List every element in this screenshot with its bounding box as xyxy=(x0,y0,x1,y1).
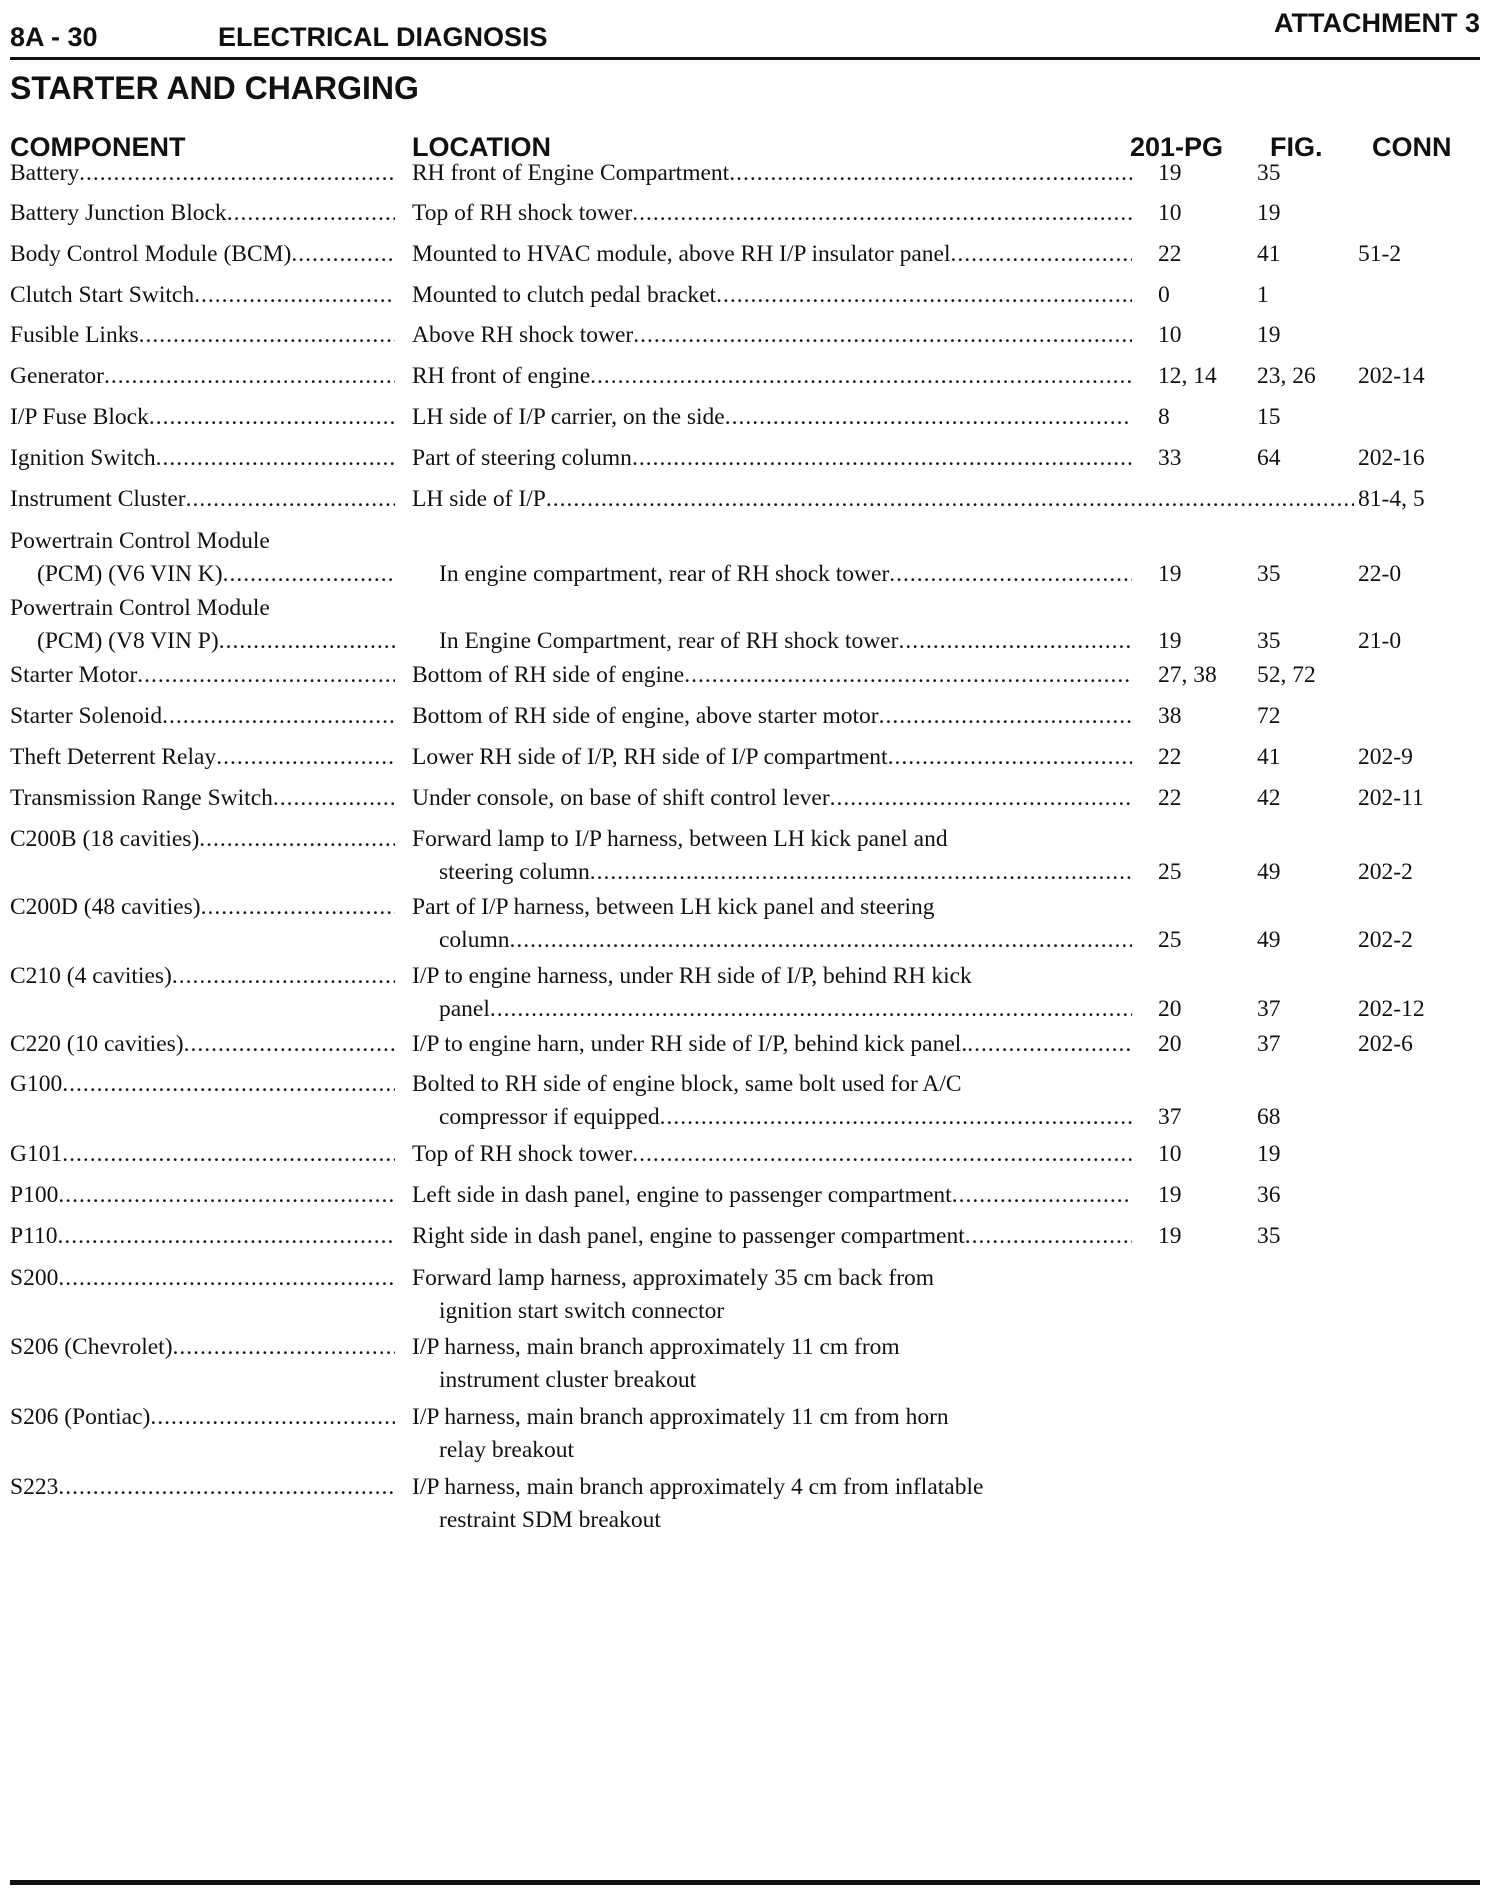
location-text: relay breakout xyxy=(439,1437,575,1463)
location-cell xyxy=(412,1179,1132,1212)
location-text: In Engine Compartment, rear of RH shock tower xyxy=(439,628,899,654)
location-cell xyxy=(412,157,1132,190)
component-cell xyxy=(10,1331,395,1364)
location-cell xyxy=(412,592,1132,658)
dot-leader xyxy=(952,1179,1132,1212)
location-text: I/P to engine harness, under RH side of I/P, behind RH kick xyxy=(412,963,972,989)
connector-ref: 81-4, 5 xyxy=(1358,486,1425,512)
dot-leader xyxy=(79,157,395,190)
dot-leader xyxy=(632,197,1132,230)
connector-ref: 202-16 xyxy=(1358,445,1425,471)
figure-ref: 19 xyxy=(1257,1141,1281,1167)
dot-leader xyxy=(156,442,395,475)
location-text: steering column xyxy=(439,859,590,885)
location-cell xyxy=(412,1068,1132,1134)
dot-leader xyxy=(729,157,1132,190)
page-ref: 19 xyxy=(1158,1223,1182,1249)
component-cell xyxy=(10,1401,395,1434)
dot-leader xyxy=(632,442,1132,475)
component-name: Battery Junction Block xyxy=(10,200,227,226)
location-text: I/P to engine harn, under RH side of I/P, behind kick panel. xyxy=(412,1031,968,1057)
dot-leader xyxy=(150,1401,395,1434)
dot-leader xyxy=(967,1028,1132,1061)
page-ref: 19 xyxy=(1158,628,1182,654)
connector-ref: 22-0 xyxy=(1358,561,1402,587)
component-name-continued: (PCM) (V6 VIN K) xyxy=(37,561,223,587)
location-text: Top of RH shock tower xyxy=(412,1141,633,1167)
location-text: RH front of Engine Compartment xyxy=(412,160,730,186)
figure-ref: 49 xyxy=(1257,859,1281,885)
page-ref: 33 xyxy=(1158,445,1182,471)
attachment-label: ATTACHMENT 3 xyxy=(1274,8,1480,38)
chapter-title: ELECTRICAL DIAGNOSIS xyxy=(218,22,548,52)
location-cell xyxy=(412,442,1132,475)
dot-leader xyxy=(62,1068,395,1101)
location-cell xyxy=(412,823,1132,889)
dot-leader xyxy=(510,924,1133,957)
figure-ref: 36 xyxy=(1257,1182,1281,1208)
location-cell xyxy=(412,1138,1132,1171)
location-text: I/P harness, main branch approximately 4 cm from inflatable xyxy=(412,1474,984,1500)
page-ref: 22 xyxy=(1158,744,1182,770)
component-cell xyxy=(10,197,395,230)
component-cell xyxy=(10,891,395,924)
dot-leader xyxy=(898,625,1132,658)
component-name-continued: (PCM) (V8 VIN P) xyxy=(37,628,219,654)
dot-leader xyxy=(219,625,395,658)
component-name: P100 xyxy=(10,1182,59,1208)
connector-ref: 202-9 xyxy=(1358,744,1413,770)
location-cell xyxy=(412,782,1132,815)
dot-leader xyxy=(965,1220,1132,1253)
page-ref: 10 xyxy=(1158,200,1182,226)
component-cell xyxy=(10,1068,395,1101)
page-ref: 37 xyxy=(1158,1104,1182,1130)
location-text: Top of RH shock tower xyxy=(412,200,633,226)
location-text: In engine compartment, rear of RH shock tower xyxy=(439,561,890,587)
figure-ref: 35 xyxy=(1257,160,1281,186)
component-cell xyxy=(10,592,395,658)
figure-ref: 64 xyxy=(1257,445,1281,471)
page-ref: 12, 14 xyxy=(1158,363,1217,389)
location-text: Bolted to RH side of engine block, same bolt used for A/C xyxy=(412,1071,962,1097)
dot-leader xyxy=(199,823,395,856)
figure-ref: 35 xyxy=(1257,1223,1281,1249)
dot-leader xyxy=(684,659,1132,692)
location-cell xyxy=(412,1220,1132,1253)
dot-leader xyxy=(590,856,1132,889)
page-ref: 22 xyxy=(1158,785,1182,811)
component-name: S206 (Pontiac) xyxy=(10,1404,151,1430)
location-text: Bottom of RH side of engine xyxy=(412,662,685,688)
component-name: S200 xyxy=(10,1265,59,1291)
figure-ref: 1 xyxy=(1257,282,1269,308)
connector-ref: 202-6 xyxy=(1358,1031,1413,1057)
location-text: Mounted to HVAC module, above RH I/P insulator panel xyxy=(412,241,951,267)
dot-leader xyxy=(951,238,1133,271)
location-cell xyxy=(412,1471,1132,1537)
dot-leader xyxy=(273,782,395,815)
component-name: S223 xyxy=(10,1474,59,1500)
figure-ref: 68 xyxy=(1257,1104,1281,1130)
component-cell xyxy=(10,483,395,516)
figure-ref: 37 xyxy=(1257,1031,1281,1057)
component-name: Body Control Module (BCM) xyxy=(10,241,292,267)
component-name: C210 (4 cavities) xyxy=(10,963,172,989)
component-cell xyxy=(10,1262,395,1295)
page-ref: 10 xyxy=(1158,322,1182,348)
location-cell xyxy=(412,319,1132,352)
location-text: column xyxy=(439,927,510,953)
column-header-location: LOCATION xyxy=(412,132,551,162)
dot-leader xyxy=(223,558,395,591)
dot-leader xyxy=(186,483,395,516)
location-text: instrument cluster breakout xyxy=(439,1367,697,1393)
location-text: Lower RH side of I/P, RH side of I/P compartment xyxy=(412,744,888,770)
dot-leader xyxy=(58,1471,395,1504)
component-name: Battery xyxy=(10,160,80,186)
dot-leader xyxy=(889,558,1132,591)
component-name: G100 xyxy=(10,1071,63,1097)
dot-leader xyxy=(632,1138,1132,1171)
figure-ref: 19 xyxy=(1257,322,1281,348)
location-cell xyxy=(412,960,1132,1026)
location-text: Forward lamp harness, approximately 35 cm back from xyxy=(412,1265,935,1291)
location-text: I/P harness, main branch approximately 11 cm from horn xyxy=(412,1404,949,1430)
connector-ref: 202-14 xyxy=(1358,363,1425,389)
dot-leader xyxy=(201,891,395,924)
dot-leader xyxy=(725,401,1132,434)
dot-leader xyxy=(58,1179,395,1212)
dot-leader xyxy=(879,700,1132,733)
component-name: Theft Deterrent Relay xyxy=(10,744,217,770)
component-cell xyxy=(10,823,395,856)
dot-leader xyxy=(490,993,1132,1026)
location-cell xyxy=(412,401,1132,434)
dot-leader xyxy=(57,1220,395,1253)
dot-leader xyxy=(660,1101,1132,1134)
component-name: Clutch Start Switch xyxy=(10,282,195,308)
component-cell xyxy=(10,442,395,475)
location-cell xyxy=(412,279,1132,312)
component-name: Starter Solenoid xyxy=(10,703,163,729)
component-name: Instrument Cluster xyxy=(10,486,186,512)
location-text: Part of steering column xyxy=(412,445,632,471)
dot-leader xyxy=(184,1028,395,1061)
dot-leader xyxy=(194,279,395,312)
location-text: Part of I/P harness, between LH kick panel and steering xyxy=(412,894,935,920)
figure-ref: 37 xyxy=(1257,996,1281,1022)
dot-leader xyxy=(172,960,395,993)
page-ref: 8 xyxy=(1158,404,1170,430)
page-ref: 20 xyxy=(1158,996,1182,1022)
location-text: compressor if equipped xyxy=(439,1104,660,1130)
page-ref: 25 xyxy=(1158,927,1182,953)
location-text: Bottom of RH side of engine, above starter motor xyxy=(412,703,879,729)
component-cell xyxy=(10,1471,395,1504)
page-ref: 19 xyxy=(1158,561,1182,587)
dot-leader xyxy=(227,197,395,230)
connector-ref: 51-2 xyxy=(1358,241,1402,267)
component-cell xyxy=(10,525,395,591)
component-name: Ignition Switch xyxy=(10,445,156,471)
component-name: Starter Motor xyxy=(10,662,138,688)
page-ref: 22 xyxy=(1158,241,1182,267)
location-cell xyxy=(412,1401,1132,1467)
page-number: 8A - 30 xyxy=(10,22,98,52)
dot-leader xyxy=(162,700,395,733)
figure-ref: 52, 72 xyxy=(1257,662,1316,688)
location-cell xyxy=(412,238,1132,271)
component-name: I/P Fuse Block xyxy=(10,404,149,430)
component-cell xyxy=(10,279,395,312)
dot-leader xyxy=(139,319,395,352)
location-cell xyxy=(412,1262,1132,1328)
component-cell xyxy=(10,1028,395,1061)
component-cell xyxy=(10,741,395,774)
location-text: LH side of I/P carrier, on the side xyxy=(412,404,725,430)
component-name: Powertrain Control Module xyxy=(10,595,270,621)
component-name: Fusible Links xyxy=(10,322,139,348)
dot-leader xyxy=(216,741,395,774)
dot-leader xyxy=(830,782,1132,815)
component-name: C200D (48 cavities) xyxy=(10,894,201,920)
component-cell xyxy=(10,1138,395,1171)
dot-leader xyxy=(888,741,1132,774)
component-cell xyxy=(10,1220,395,1253)
page-ref: 0 xyxy=(1158,282,1170,308)
page-ref: 19 xyxy=(1158,160,1182,186)
page-ref: 20 xyxy=(1158,1031,1182,1057)
component-cell xyxy=(10,157,395,190)
page-ref: 27, 38 xyxy=(1158,662,1217,688)
component-cell xyxy=(10,401,395,434)
component-name: C220 (10 cavities) xyxy=(10,1031,184,1057)
location-cell xyxy=(412,700,1132,733)
figure-ref: 35 xyxy=(1257,561,1281,587)
location-text: Left side in dash panel, engine to passenger compartment xyxy=(412,1182,952,1208)
figure-ref: 23, 26 xyxy=(1257,363,1316,389)
location-text: LH side of I/P xyxy=(412,486,546,512)
location-text: I/P harness, main branch approximately 11 cm from xyxy=(412,1334,900,1360)
location-text: restraint SDM breakout xyxy=(439,1507,661,1533)
component-name: C200B (18 cavities) xyxy=(10,826,200,852)
component-cell xyxy=(10,319,395,352)
component-cell xyxy=(10,659,395,692)
dot-leader xyxy=(173,1331,395,1364)
component-name: G101 xyxy=(10,1141,63,1167)
figure-ref: 42 xyxy=(1257,785,1281,811)
location-text: panel xyxy=(439,996,490,1022)
dot-leader xyxy=(137,659,395,692)
figure-ref: 72 xyxy=(1257,703,1281,729)
location-cell xyxy=(412,360,1132,393)
location-text: Above RH shock tower xyxy=(412,322,634,348)
location-text: Mounted to clutch pedal bracket xyxy=(412,282,717,308)
location-cell xyxy=(412,659,1132,692)
component-cell xyxy=(10,700,395,733)
location-cell xyxy=(412,197,1132,230)
component-name: S206 (Chevrolet) xyxy=(10,1334,173,1360)
figure-ref: 41 xyxy=(1257,744,1281,770)
connector-ref: 202-2 xyxy=(1358,927,1413,953)
component-name: Generator xyxy=(10,363,104,389)
figure-ref: 49 xyxy=(1257,927,1281,953)
component-cell xyxy=(10,782,395,815)
figure-ref: 19 xyxy=(1257,200,1281,226)
figure-ref: 15 xyxy=(1257,404,1281,430)
connector-ref: 21-0 xyxy=(1358,628,1402,654)
location-cell xyxy=(412,525,1132,591)
location-text: RH front of engine xyxy=(412,363,591,389)
location-cell xyxy=(412,741,1132,774)
page-ref: 10 xyxy=(1158,1141,1182,1167)
location-text: Forward lamp to I/P harness, between LH kick panel and xyxy=(412,826,948,852)
connector-ref: 202-12 xyxy=(1358,996,1425,1022)
connector-ref: 202-11 xyxy=(1358,785,1424,811)
location-text: ignition start switch connector xyxy=(439,1298,725,1324)
dot-leader xyxy=(590,360,1132,393)
figure-ref: 35 xyxy=(1257,628,1281,654)
location-text: Under console, on base of shift control lever xyxy=(412,785,830,811)
connector-ref: 202-2 xyxy=(1358,859,1413,885)
component-name: Transmission Range Switch xyxy=(10,785,273,811)
dot-leader xyxy=(716,279,1132,312)
location-cell xyxy=(412,1331,1132,1397)
component-cell xyxy=(10,360,395,393)
dot-leader xyxy=(104,360,395,393)
page-ref: 19 xyxy=(1158,1182,1182,1208)
column-header-figure: FIG. xyxy=(1270,132,1323,162)
dot-leader xyxy=(58,1262,395,1295)
component-cell xyxy=(10,1179,395,1212)
dot-leader xyxy=(546,483,1354,516)
section-title: STARTER AND CHARGING xyxy=(10,70,419,106)
dot-leader xyxy=(149,401,395,434)
location-text: Right side in dash panel, engine to passenger compartment xyxy=(412,1223,965,1249)
column-header-page: 201-PG xyxy=(1130,132,1224,162)
location-cell xyxy=(412,483,1354,516)
component-cell xyxy=(10,960,395,993)
column-header-connector: CONN xyxy=(1372,132,1452,162)
location-cell xyxy=(412,1028,1132,1061)
column-header-component: COMPONENT xyxy=(10,132,186,162)
component-name: Powertrain Control Module xyxy=(10,528,270,554)
page-ref: 38 xyxy=(1158,703,1182,729)
component-cell xyxy=(10,238,395,271)
dot-leader xyxy=(291,238,395,271)
page-ref: 25 xyxy=(1158,859,1182,885)
component-name: P110 xyxy=(10,1223,58,1249)
dot-leader xyxy=(62,1138,395,1171)
location-cell xyxy=(412,891,1132,957)
footer-divider xyxy=(10,1880,1480,1885)
figure-ref: 41 xyxy=(1257,241,1281,267)
dot-leader xyxy=(633,319,1132,352)
